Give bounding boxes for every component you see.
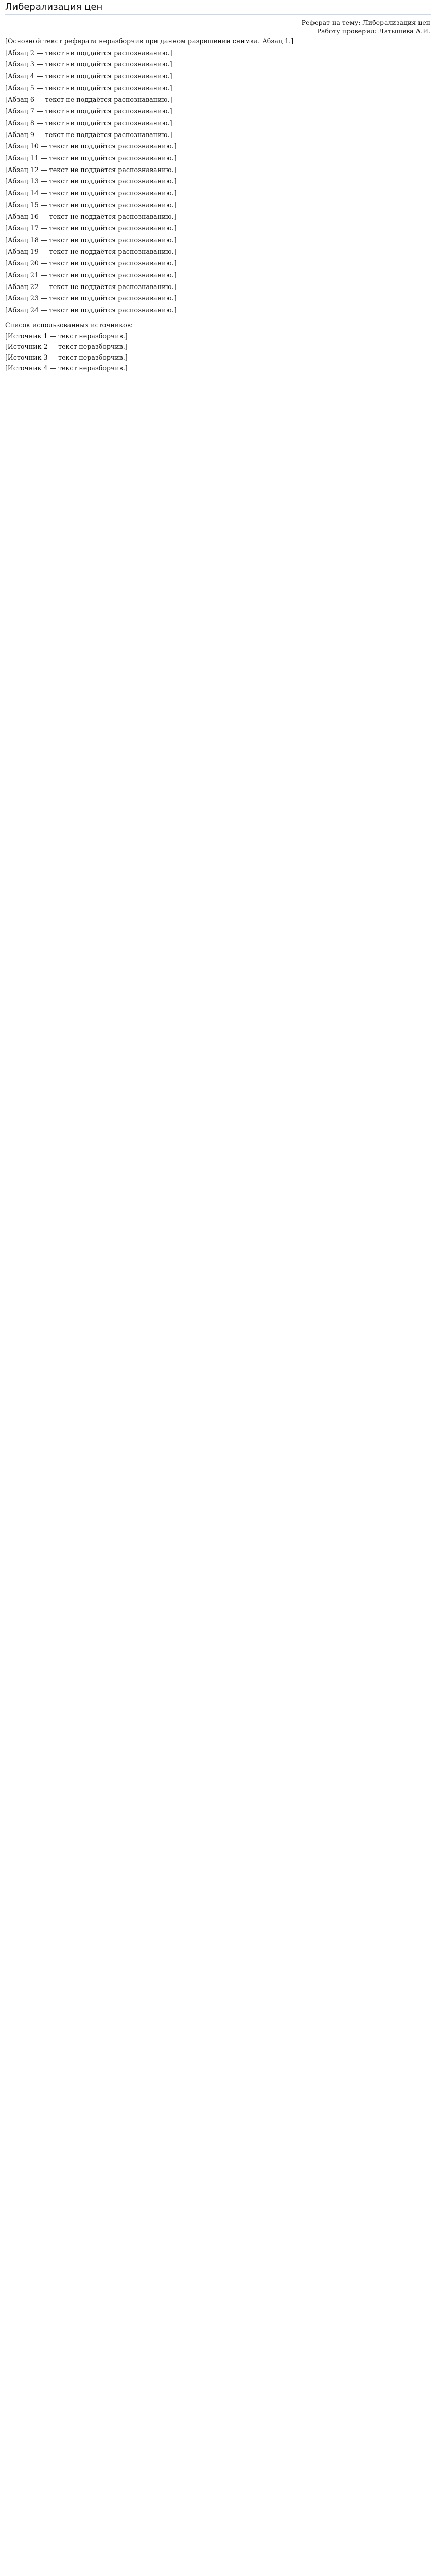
essay-paragraph: [Абзац 21 — текст не поддаётся распознаванию.] — [5, 271, 177, 279]
essay-paragraph: [Абзац 18 — текст не поддаётся распознаванию.] — [5, 235, 177, 244]
essay-paragraph: [Абзац 19 — текст не поддаётся распознаванию.] — [5, 247, 177, 256]
essay-paragraph: [Абзац 17 — текст не поддаётся распознаванию.] — [5, 224, 177, 232]
page-title: Либерализация цен — [5, 0, 431, 15]
essay-paragraph: [Абзац 10 — текст не поддаётся распознаванию.] — [5, 142, 177, 150]
essay-paragraph: [Абзац 22 — текст не поддаётся распознаванию.] — [5, 282, 177, 291]
essay-paragraph: [Абзац 16 — текст не поддаётся распознаванию.] — [5, 212, 177, 221]
essay-paragraph: [Абзац 11 — текст не поддаётся распознаванию.] — [5, 154, 177, 162]
essay-paragraph: [Абзац 15 — текст не поддаётся распознаванию.] — [5, 200, 177, 209]
essay-paragraph: [Абзац 24 — текст не поддаётся распознаванию.] — [5, 306, 177, 314]
essay-paragraph: [Абзац 8 — текст не поддаётся распознаванию.] — [5, 118, 172, 127]
essay-paragraph: [Абзац 12 — текст не поддаётся распознаванию.] — [5, 165, 177, 174]
references-list — [5, 332, 431, 374]
reference-item: [Источник 1 — текст неразборчив.] — [5, 332, 128, 340]
reference-item: [Источник 2 — текст неразборчив.] — [5, 343, 128, 351]
essay-paragraph: [Абзац 2 — текст не поддаётся распознаванию.] — [5, 48, 172, 57]
essay-paragraph: [Абзац 4 — текст не поддаётся распознаванию.] — [5, 72, 172, 80]
essay-paragraph: [Абзац 9 — текст не поддаётся распознаванию.] — [5, 130, 172, 139]
essay-paragraph: [Основной текст реферата неразборчив при данном разрешении снимка. Абзац 1.] — [5, 37, 294, 45]
essay-paragraph: [Абзац 20 — текст не поддаётся распознаванию.] — [5, 259, 177, 267]
essay-paragraph: [Абзац 5 — текст не поддаётся распознаванию.] — [5, 83, 172, 92]
essay-paragraph: [Абзац 3 — текст не поддаётся распознаванию.] — [5, 60, 172, 69]
references-title: Список использованных источников: — [5, 320, 133, 329]
reference-item: [Источник 3 — текст неразборчив.] — [5, 353, 128, 361]
essay-paragraph: [Абзац 23 — текст не поддаётся распознаванию.] — [5, 294, 177, 302]
essay-paragraph: [Абзац 13 — текст не поддаётся распознаванию.] — [5, 177, 177, 185]
essay-paragraph: [Абзац 7 — текст не поддаётся распознаванию.] — [5, 107, 172, 115]
essay-body — [5, 37, 431, 315]
reference-item: [Источник 4 — текст неразборчив.] — [5, 364, 128, 372]
document-meta — [5, 18, 431, 36]
essay-paragraph: [Абзац 14 — текст не поддаётся распознаванию.] — [5, 189, 177, 197]
essay-subtitle: Реферат на тему: Либерализация цен — [301, 19, 430, 26]
essay-paragraph: [Абзац 6 — текст не поддаётся распознаванию.] — [5, 95, 172, 104]
checked-by: Работу проверил: Латышева А.И. — [317, 27, 430, 35]
